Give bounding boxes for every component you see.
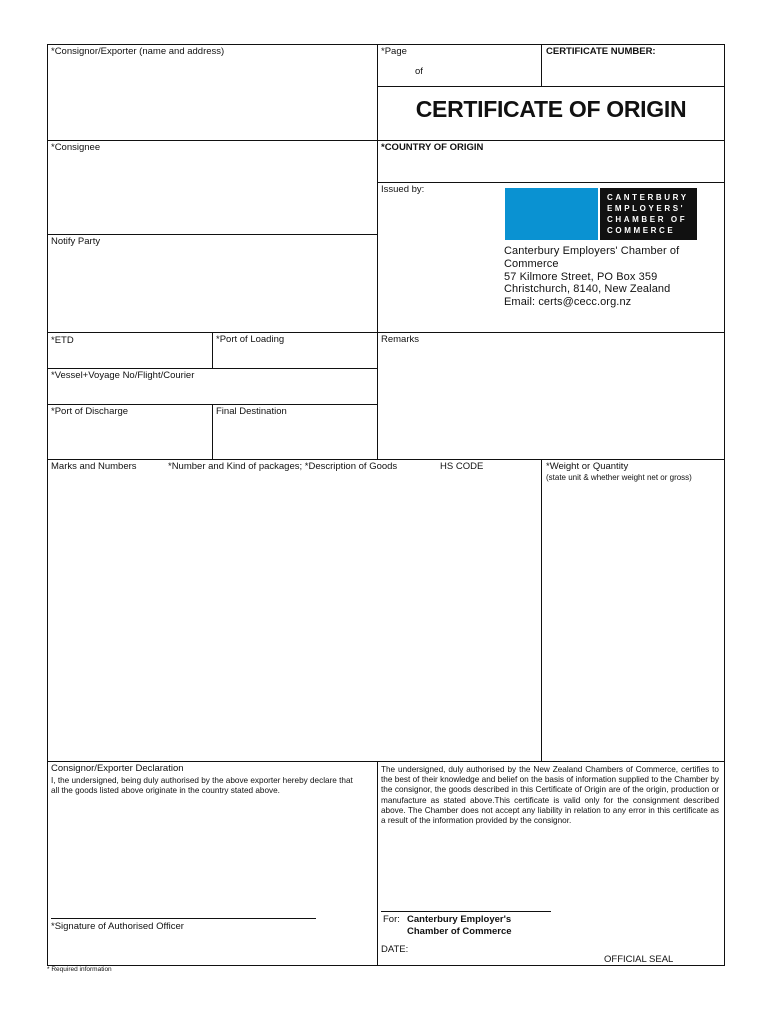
marks-numbers-label: Marks and Numbers [51,461,137,472]
hs-code-label: HS CODE [440,461,484,472]
declaration-heading: Consignor/Exporter Declaration [51,763,184,774]
chamber-logo-text: CANTERBURY EMPLOYERS' CHAMBER OF COMMERCE [600,188,697,240]
issued-by-label: Issued by: [381,184,425,195]
chamber-logo-mark [505,188,598,240]
signature-line [51,918,316,919]
signature-label: *Signature of Authorised Officer [51,921,184,932]
for-name-line-1: Canterbury Employer's [407,914,512,925]
document-title: CERTIFICATE OF ORIGIN [415,96,687,122]
page-of-label: of [415,66,423,77]
remarks-label: Remarks [381,334,420,345]
official-seal-label: OFFICIAL SEAL [604,954,674,965]
packages-description-label: *Number and Kind of packages; *Description of Goods [168,461,398,472]
date-label: DATE: [381,944,409,955]
weight-note: (state unit & whether weight net or gross) [546,473,692,482]
notify-party-label: Notify Party [51,236,101,247]
chamber-address: Canterbury Employers' Chamber of Commerce 57 Kilmore Street, PO Box 359 Christchurch, 8140, New Zealand Email: certs@cecc.org.nz [504,245,680,309]
chamber-certification-text: The undersigned, duly authorised by the New Zealand Chambers of Commerce, certifies to the best of their knowledge and belief on the basis of information supplied to the Chamber by the consignor, the goods described in this Certificate of Origin are of the origin, production or manufacture as stated above.This certificate is valid only for the consignment described above. The Chamber does not accept any liability in relation to any error in this certificate as a result of the information provided by the consignor. [381,765,719,826]
required-footnote: * Required information [47,966,112,973]
port-of-discharge-label: *Port of Discharge [51,406,129,417]
declaration-text: I, the undersigned, being duly authorised by the above exporter hereby declare that all the goods listed above originate in the country stated above. [51,776,353,796]
port-of-loading-label: *Port of Loading [216,334,285,345]
consignor-label: *Consignor/Exporter (name and address) [51,46,225,57]
etd-label: *ETD [51,335,74,346]
vessel-label: *Vessel+Voyage No/Flight/Courier [51,370,195,381]
certificate-number-label: CERTIFICATE NUMBER: [546,46,656,57]
for-label: For: [383,914,400,925]
weight-quantity-label: *Weight or Quantity [546,461,629,472]
country-of-origin-label: *COUNTRY OF ORIGIN [381,142,484,153]
for-name-line-2: Chamber of Commerce [407,926,512,937]
consignee-label: *Consignee [51,142,101,153]
chamber-signature-line [381,911,551,912]
page-label: *Page [381,46,407,57]
final-destination-label: Final Destination [216,406,287,417]
